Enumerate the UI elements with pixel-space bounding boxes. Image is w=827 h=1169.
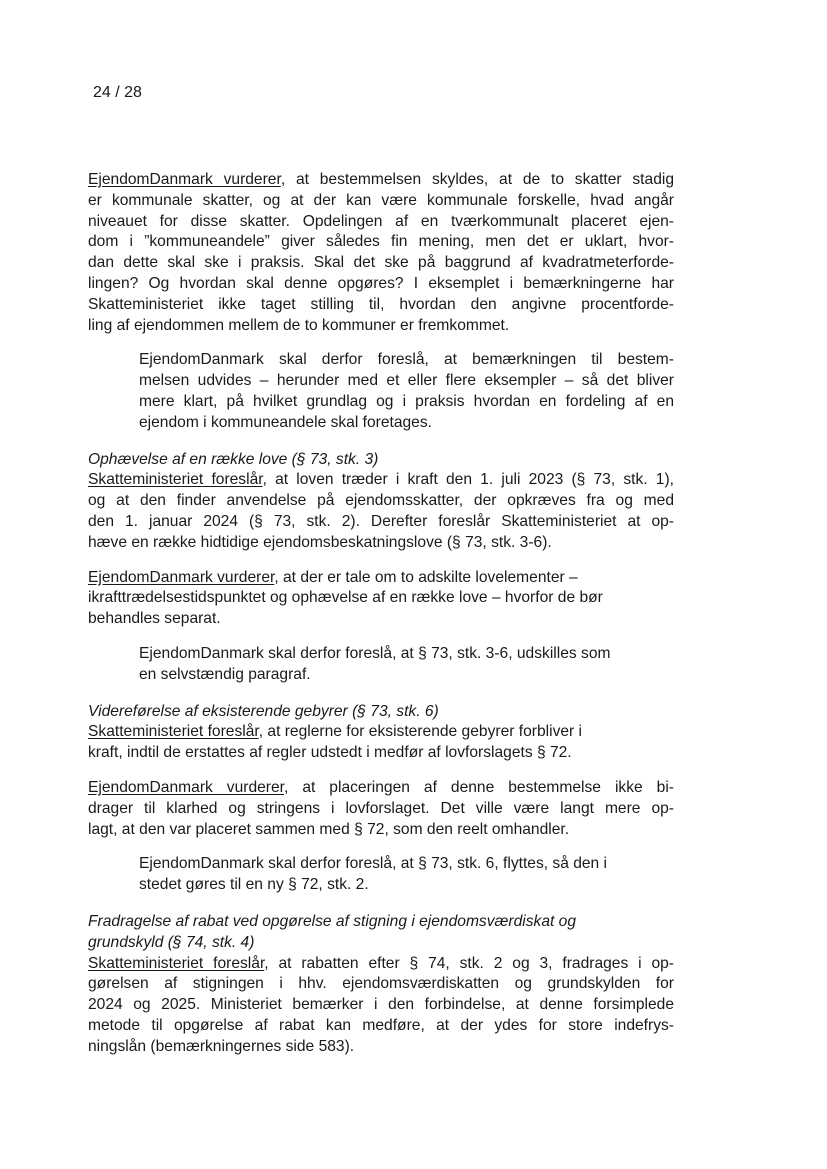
assessment-lead: EjendomDanmark vurderer xyxy=(88,778,284,796)
section-heading: grundskyld (§ 74, stk. 4) xyxy=(88,933,255,951)
recommendation-paragraph: EjendomDanmark skal derfor foreslå, at § 73, stk. 6, flyttes, så den i stedet gøres til en ny § 72, stk. 2. xyxy=(139,855,608,894)
section-heading: Ophævelse af en række love (§ 73, stk. 3) xyxy=(88,450,379,468)
section-heading: Fradragelse af rabat ved opgørelse af stigning i ejendomsværdiskat og xyxy=(88,912,576,930)
document-body xyxy=(88,170,674,1057)
ministry-lead: Skatteministeriet foreslår xyxy=(88,954,265,972)
ministry-lead: Skatteministeriet foreslår xyxy=(88,471,263,489)
assessment-paragraph: EjendomDanmark vurderer, at bestemmelsen skyldes, at de to skatter stadig er kommunale skatter, og at der kan være kommunale forskelle, hvad angår niveauet for disse skatter. Opdelingen af en tværkommunalt placeret ejen- dom i ”kommuneandele” giver således fin mening, men det er uklart, hvor- dan dette skal ske i praksis. Skal det ske på baggrund af kvadratmeterforde- lingen? Og hvordan skal denne opgøres? I eksemplet i bemærkningerne har Skatteministeriet ikke taget stilling til, hvordan den angivne procentforde- ling af ejendommen mellem de to kommuner er fremkommet. xyxy=(88,171,675,334)
recommendation-paragraph: EjendomDanmark skal derfor foreslå, at § 73, stk. 3-6, udskilles som en selvstændig paragraf. xyxy=(139,644,611,683)
recommendation-paragraph: EjendomDanmark skal derfor foreslå, at bemærkningen til bestem- melsen udvides – herunder med et eller flere eksempler – så det bliver mere klart, på hvilket grundlag og i praksis hvordan en fordeling af en ejendom i kommuneandele skal foretages. xyxy=(139,351,674,431)
section-heading: Videreførelse af eksisterende gebyrer (§ 73, stk. 6) xyxy=(88,702,439,720)
assessment-lead: EjendomDanmark vurderer xyxy=(88,568,275,586)
page-number: 24 / 28 xyxy=(93,84,142,101)
section-block: Videreførelse af eksisterende gebyrer (§ 73, stk. 6) Skatteministeriet foreslår, at reglerne for eksisterende gebyrer forbliver i kraft, indtil de erstattes af regler udstedt i medfør af lovforslagets § 72. xyxy=(88,702,674,764)
assessment-paragraph: EjendomDanmark vurderer, at placeringen af denne bestemmelse ikke bi- drager til klarhed og stringens i lovforslaget. Det ville være langt mere op- lagt, at den var placeret sammen med § 72, som den reelt omhandler. xyxy=(88,778,675,838)
ministry-lead: Skatteministeriet foreslår xyxy=(88,723,259,741)
assessment-paragraph: EjendomDanmark vurderer, at der er tale om to adskilte lovelementer – ikrafttrædelsestidspunktet og ophævelse af en række love – hvorfor de bør behandles separat. xyxy=(88,568,603,628)
section-block: Ophævelse af en række love (§ 73, stk. 3) Skatteministeriet foreslår, at loven træder i kraft den 1. juli 2023 (§ 73, stk. 1), og at den finder anvendelse på ejendomsskatter, der opkræves fra og med den 1. januar 2024 (§ 73, stk. 2). Derefter foreslår Skatteministeriet at op- hæve en række hidtidige ejendomsbeskatningslove (§ 73, stk. 3-6). xyxy=(88,450,674,551)
assessment-lead: EjendomDanmark vurderer xyxy=(88,171,281,188)
section-block: Fradragelse af rabat ved opgørelse af stigning i ejendomsværdiskat og grundskyld (§ 74, stk. 4) Skatteministeriet foreslår, at rabatten efter § 74, stk. 2 og 3, fradrages i op- gørelsen af stigningen i hhv. ejendomsværdiskatten og grundskylden for 2024 og 2025. Ministeriet bemærker i den forbindelse, at denne forsimplede metode til opgørelse af rabat kan medføre, at der ydes for store indefrys- ningslån (bemærkningernes side 583). xyxy=(88,912,675,1055)
